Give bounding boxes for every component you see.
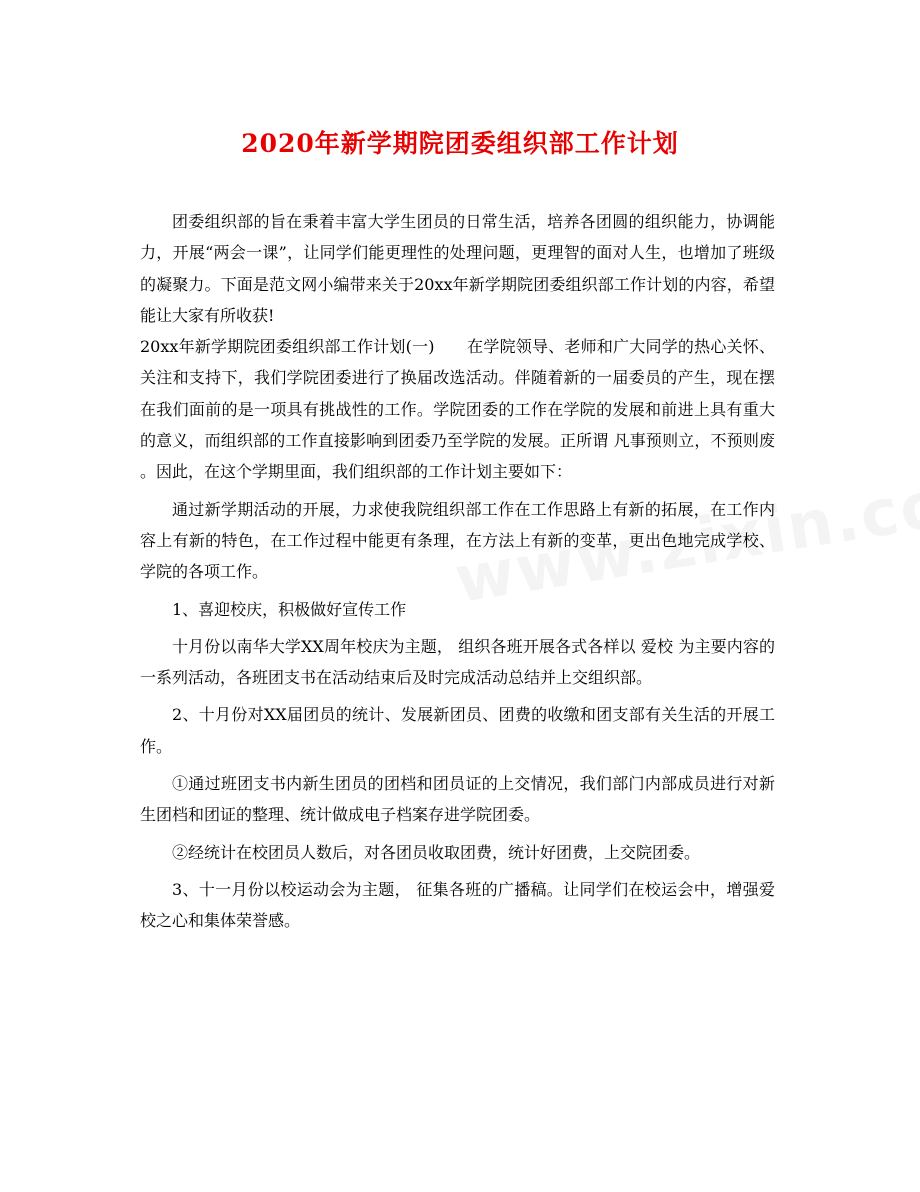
paragraph-intro: 团委组织部的旨在秉着丰富大学生团员的日常生活，培养各团圆的组织能力，协调能力，开展“两会一课”，让同学们能更理性的处理问题，更理智的面对人生，也增加了班级的凝聚力。下面是范文网小编带来关于20xx年新学期院团委组织部工作计划的内容，希望能让大家有所收获! bbox=[140, 212, 775, 325]
paragraph-item-3: 3、十一月份以校运动会为主题， 征集各班的广播稿。让同学们在校运会中，增强爱校之心和集体荣誉感。 bbox=[140, 879, 775, 931]
paragraph-plan-one: 20xx年新学期院团委组织部工作计划(一) 在学院领导、老师和广大同学的热心关怀、关注和支持下，我们学院团委进行了换届改选活动。伴随着新的一届委员的产生，现在摆在我们面前的是一项具有挑战性的工作。学院团委的工作在学院的发展和前进上具有重大的意义，而组织部的工作直接影响到团委乃至学院的发展。正所谓 凡事预则立，不预则废 。因此，在这个学期里面，我们组织部的工作计划主要如下： bbox=[140, 337, 775, 482]
paragraph-item-1-heading: 1、喜迎校庆，积极做好宣传工作 bbox=[172, 599, 407, 619]
paragraph-item-2-sub-2: ②经统计在校团员人数后，对各团员收取团费，统计好团费，上交院团委。 bbox=[172, 842, 701, 862]
document-title: 2020年新学期院团委组织部工作计划 bbox=[241, 129, 679, 158]
paragraph-item-2-sub-1: ①通过班团支书内新生团员的团档和团员证的上交情况，我们部门内部成员进行对新生团档和团证的整理、统计做成电子档案存进学院团委。 bbox=[140, 774, 775, 825]
paragraph-item-2: 2、十月份对XX届团员的统计、发展新团员、团费的收缴和团支部有关生活的开展工作。 bbox=[140, 705, 775, 756]
paragraph-goal: 通过新学期活动的开展，力求使我院组织部工作在工作思路上有新的拓展，在工作内容上有新的特色，在工作过程中能更有条理，在方法上有新的变革，更出色地完成学校、学院的各项工作。 bbox=[140, 499, 775, 582]
document-body bbox=[140, 206, 775, 937]
paragraph-item-1-detail: 十月份以南华大学XX周年校庆为主题， 组织各班开展各式各样以 爱校 为主要内容的一系列活动，各班团支书在活动结束后及时完成活动总结并上交组织部。 bbox=[140, 636, 775, 688]
